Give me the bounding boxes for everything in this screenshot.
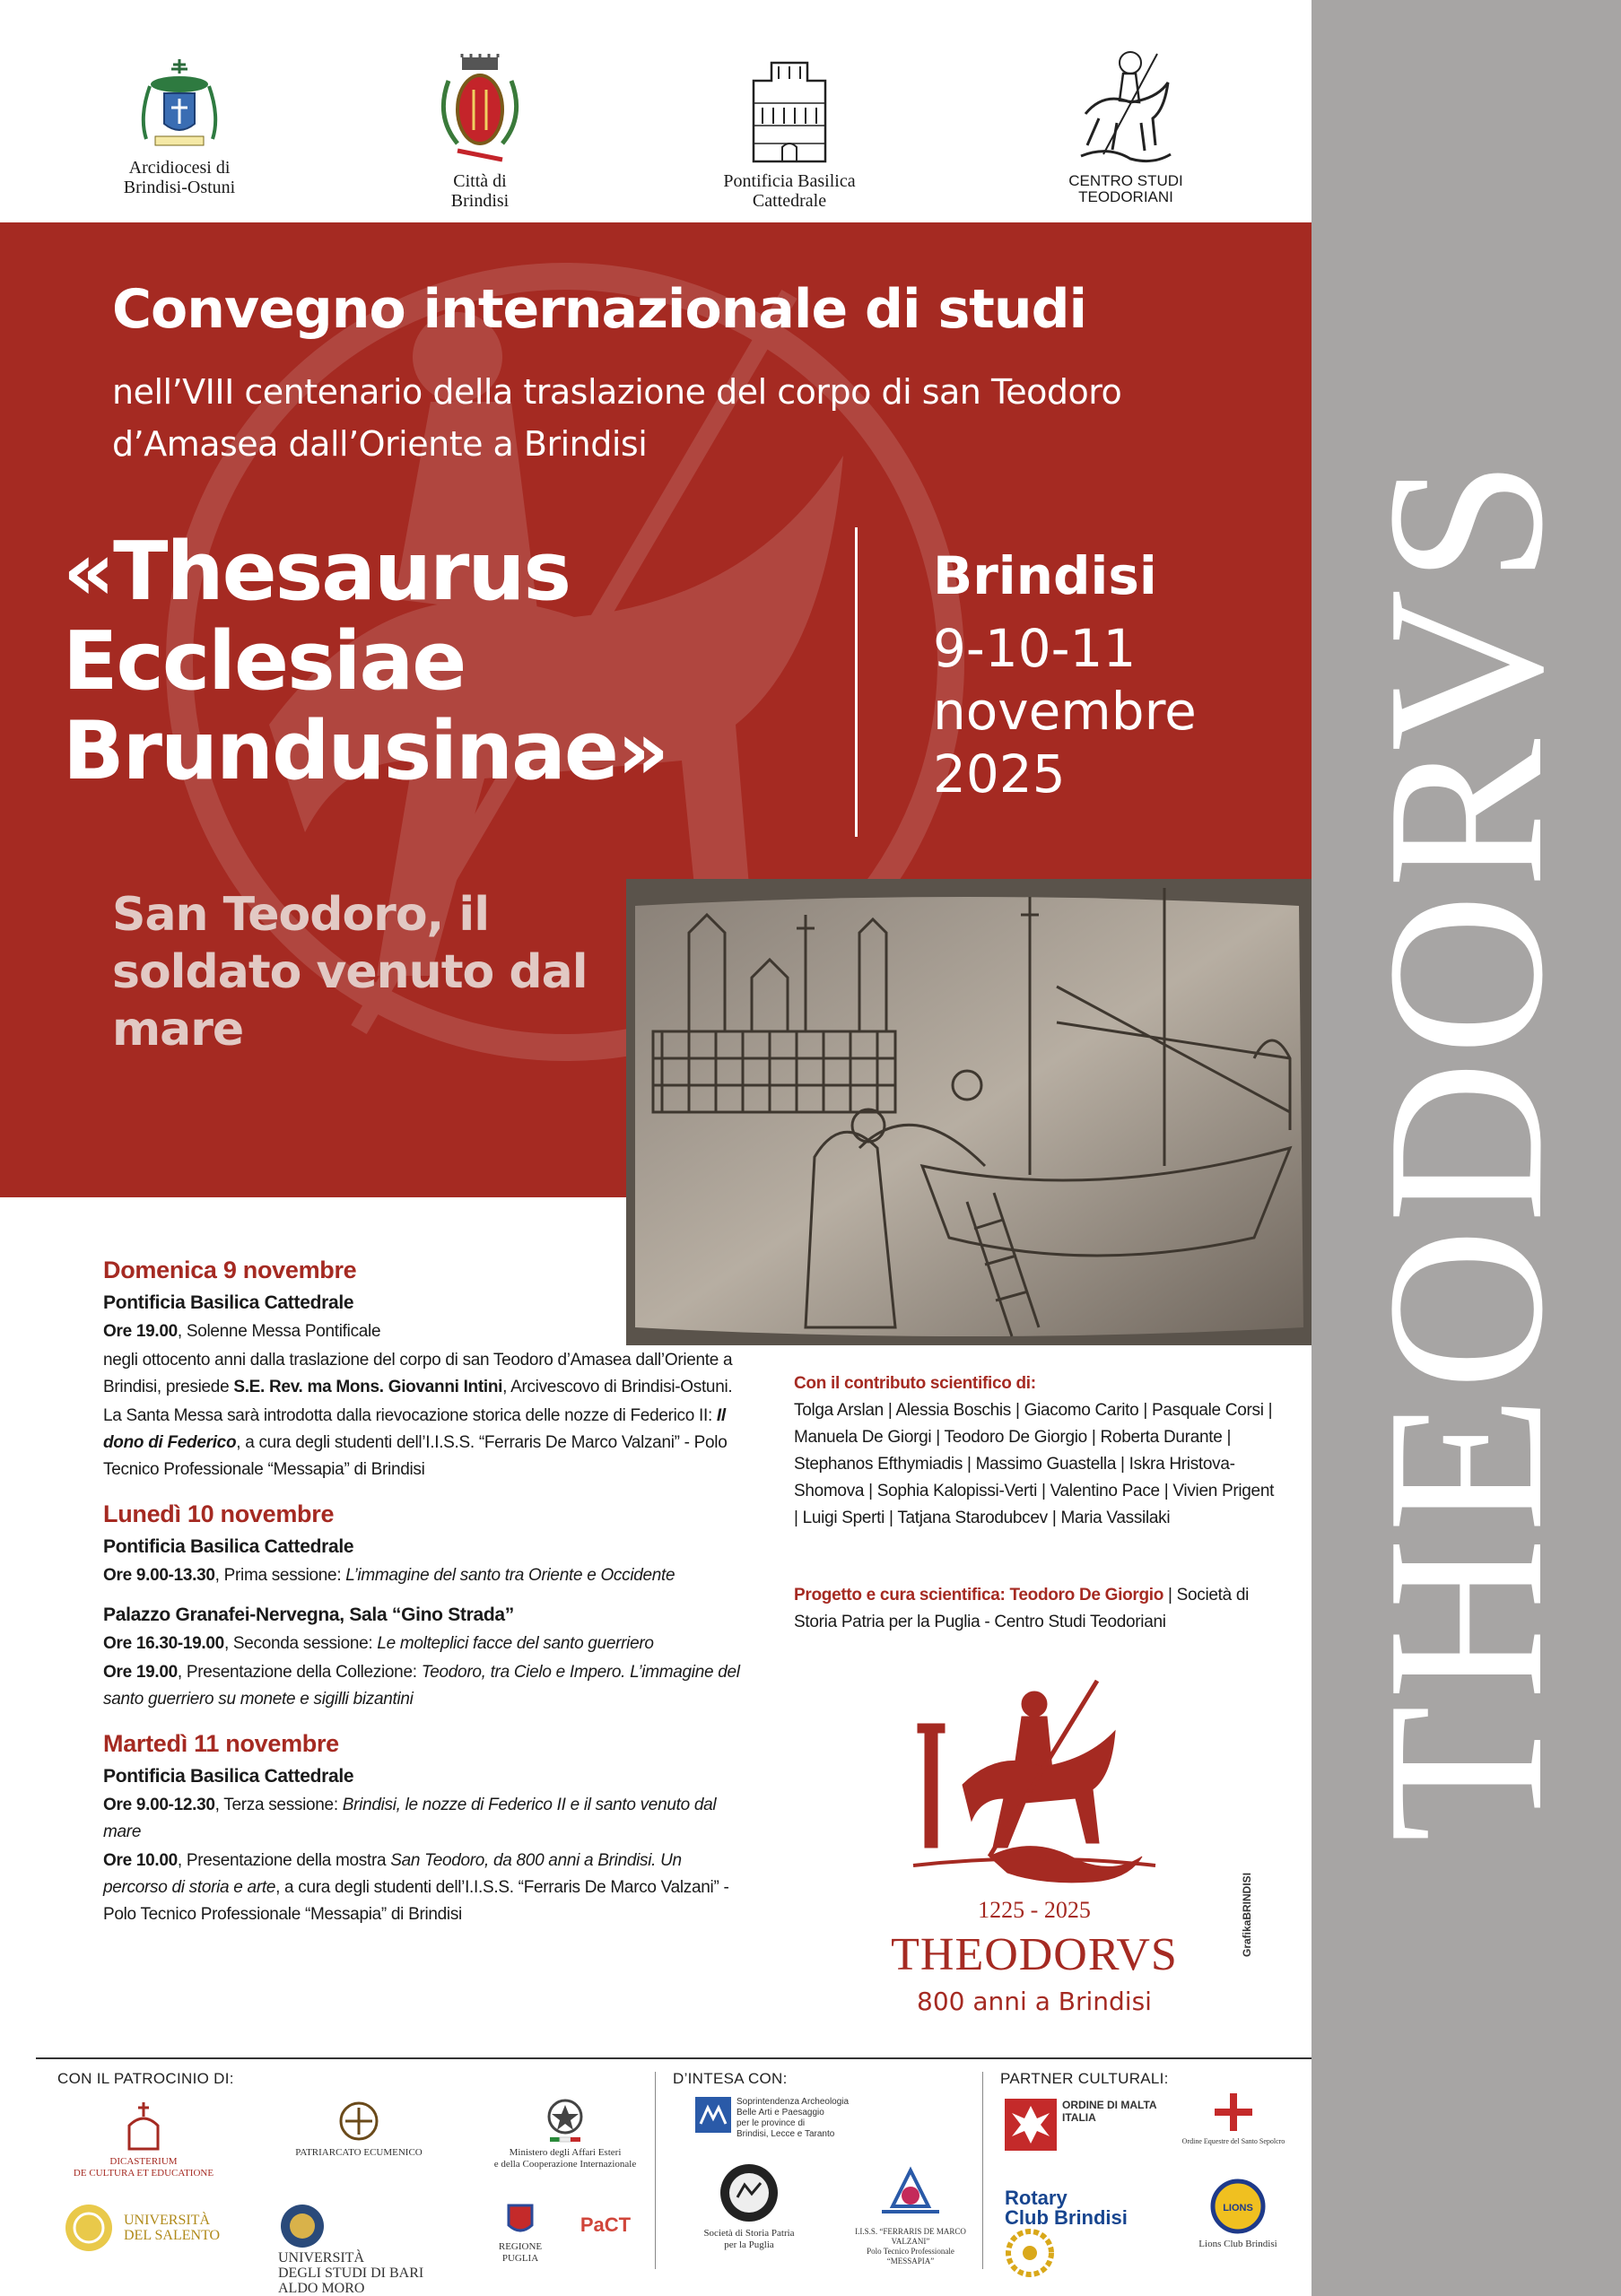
- agreement-header: D’INTESA CON:: [673, 2070, 788, 2087]
- program-venue: Pontificia Basilica Cattedrale: [103, 1766, 354, 1787]
- theodorus-emblem: [868, 1677, 1200, 2036]
- patronage-logo: REGIONE PUGLIA: [484, 2202, 556, 2265]
- title-divider: [855, 527, 858, 837]
- footer-rule: [36, 2057, 1312, 2059]
- header-logo-label: Arcidiocesi di Brindisi-Ostuni: [123, 158, 236, 197]
- mic-icon: [695, 2097, 731, 2133]
- patronage-logo: UNIVERSITÀ DEGLI STUDI DI BARI ALDO MORO: [278, 2202, 458, 2296]
- lions-icon: [1209, 2178, 1267, 2235]
- project-credits: [794, 1582, 1278, 1636]
- partner-logo: LIONS Lions Club Brindisi: [1184, 2178, 1292, 2250]
- side-vertical-title: THEODORVS: [1341, 454, 1590, 1842]
- header-logo-label: Pontificia Basilica Cattedrale: [723, 171, 856, 211]
- conference-subtitle: nell’VIII centenario della traslazione del corpo di san Teodoro d’Amasea dall’Oriente a Brindisi: [112, 372, 1122, 464]
- footer-separator: [655, 2072, 656, 2269]
- footer-separator: [982, 2072, 983, 2269]
- emblem-years: 1225 - 2025: [978, 1897, 1091, 1923]
- patriarchate-icon: [336, 2099, 381, 2144]
- program-line: La Santa Messa sarà introdotta dalla rievocazione storica delle nozze di Federico II: Il dono di Federico, a cura degli studenti dell’I.I.S.S. “Ferraris De Marco Valzani” - Polo Tecnico Professionale “Messapia” di Brindisi: [103, 1406, 728, 1479]
- project-text: | Società di Storia Patria per la Puglia - Centro Studi Teodoriani: [794, 1586, 1250, 1631]
- rotary-icon: [1005, 2228, 1055, 2278]
- event-city: Brindisi: [933, 545, 1157, 606]
- program-line: Ore 10.00, Presentazione della mostra San Teodoro, da 800 anni a Brindisi. Un percorso di storia e arte, a cura degli studenti dell’I.I.S.S. “Ferraris De Marco Valzani” - Polo Tecnico Professionale “Messapia” di Brindisi: [103, 1851, 729, 1924]
- contributors-list: Tolga Arslan | Alessia Boschis | Giacomo Carito | Pasquale Corsi | Manuela De Giorgi | Teodoro De Giorgio | Roberta Durante | Stephanos Efthymiadis | Massimo Guastella | Iskra Hristova-Shomova | Sophia Kalopissi-Verti | Valentino Pace | Vivien Prigent | Luigi Sperti | Tatjana Starodubcev | Maria Vassilaki: [794, 1401, 1275, 1527]
- program-line: Ore 9.00-12.30, Terza sessione: Brindisi, le nozze di Federico II e il santo venuto dal mare: [103, 1796, 717, 1841]
- program-venue: Pontificia Basilica Cattedrale: [103, 1536, 354, 1557]
- patronage-logo: DICASTERIUM DE CULTURA ET EDUCATIONE: [63, 2099, 224, 2179]
- partner-logo: ORDINE DI MALTA ITALIA: [1005, 2099, 1157, 2151]
- regione-puglia-icon: [505, 2202, 536, 2238]
- program-line: Ore 16.30-19.00, Seconda sessione: Le molteplici facce del santo guerriero: [103, 1634, 654, 1653]
- emblem-caption: 800 anni a Brindisi: [917, 1987, 1152, 2016]
- program-line: Ore 9.00-13.30, Prima sessione: L’immagine del santo tra Oriente e Occidente: [103, 1566, 675, 1585]
- order-of-malta-icon: [1005, 2099, 1057, 2151]
- contributors-header: Con il contributo scientifico di:: [794, 1374, 1036, 1393]
- patronage-header: CON IL PATROCINIO DI:: [57, 2070, 234, 2087]
- header-logo-archdiocese: [108, 54, 251, 197]
- main-title: «Thesaurus Ecclesiae Brundusinae»: [63, 525, 668, 798]
- patronage-logo: Ministero degli Affari Esteri e della Cooperazione Internazionale: [489, 2094, 641, 2170]
- dicastery-icon: [117, 2099, 170, 2152]
- header-logo-cathedral: [700, 54, 879, 211]
- saint-theodore-horseman-icon: [900, 1677, 1169, 1892]
- uniba-icon: [278, 2202, 327, 2250]
- header-logo-label: CENTRO STUDI TEODORIANI: [1068, 172, 1183, 205]
- program: [103, 1239, 740, 1930]
- header-logo-label: Città di Brindisi: [450, 171, 510, 211]
- conference-title: Convegno internazionale di studi: [112, 278, 1087, 341]
- partner-logo: Ordine Equestre del Santo Sepolcro: [1166, 2090, 1301, 2146]
- scientific-contributors: [794, 1370, 1278, 1532]
- agreement-logo: Soprintendenza Archeologia Belle Arti e Paesaggio per le province di Brindisi, Lecce e Taranto: [695, 2097, 893, 2140]
- svg-text:LIONS: LIONS: [1223, 2203, 1253, 2213]
- emblem-name: THEODORVS: [891, 1929, 1178, 1980]
- program-day: Martedì 11 novembre: [103, 1730, 339, 1757]
- event-dates: 9-10-11 novembre 2025: [933, 618, 1197, 804]
- agreement-logo: Società di Storia Patria per la Puglia: [686, 2161, 812, 2251]
- program-line: Ore 19.00, Presentazione della Collezione: Teodoro, tra Cielo e Impero. L’immagine del santo guerriero su monete e sigilli bizantini: [103, 1663, 740, 1709]
- event-motto: San Teodoro, il soldato venuto dal mare: [112, 888, 588, 1057]
- header-logo-centro-studi: [1050, 47, 1202, 205]
- archdiocese-coat-of-arms-icon: [130, 54, 229, 152]
- program-line: Ore 19.00, Solenne Messa Pontificale: [103, 1322, 381, 1341]
- patronage-logo: UNIVERSITÀ DEL SALENTO: [63, 2202, 233, 2254]
- iiss-icon: [875, 2152, 946, 2224]
- partners-header: PARTNER CULTURALI:: [1000, 2070, 1169, 2087]
- patronage-logo: PaCT: [580, 2213, 632, 2236]
- partner-logo: Rotary Club Brindisi: [1005, 2188, 1157, 2278]
- program-venue: Pontificia Basilica Cattedrale: [103, 1292, 354, 1313]
- header-logo-city: [404, 54, 556, 211]
- program-venue: Palazzo Granafei-Nervegna, Sala “Gino Strada”: [103, 1605, 514, 1625]
- agreement-logo: I.I.S.S. “FERRARIS DE MARCO VALZANI” Polo Tecnico Professionale “MESSAPIA”: [843, 2152, 978, 2266]
- holy-sepulchre-icon: [1211, 2090, 1256, 2135]
- italian-republic-icon: [543, 2094, 588, 2144]
- program-line: negli ottocento anni dalla traslazione del corpo di san Teodoro d’Amasea dall’Oriente a Brindisi, presiede S.E. Rev. ma Mons. Giovanni Intini, Arcivescovo di Brindisi-Ostuni.: [103, 1351, 733, 1396]
- patronage-logo: PATRIARCATO ECUMENICO: [269, 2099, 449, 2159]
- program-day: Lunedì 10 novembre: [103, 1500, 335, 1527]
- program-day: Domenica 9 novembre: [103, 1257, 357, 1283]
- project-header: Progetto e cura scientifica: Teodoro De Giorgio: [794, 1586, 1164, 1605]
- unisalento-icon: [63, 2202, 115, 2254]
- saint-theodore-knight-icon: [1068, 47, 1184, 168]
- cathedral-facade-icon: [736, 54, 843, 166]
- side-band: [1312, 0, 1621, 2296]
- storia-patria-icon: [718, 2161, 780, 2224]
- city-coat-of-arms-icon: [431, 54, 529, 166]
- designer-credit: GrafikaBRINDISI: [1241, 1872, 1253, 1957]
